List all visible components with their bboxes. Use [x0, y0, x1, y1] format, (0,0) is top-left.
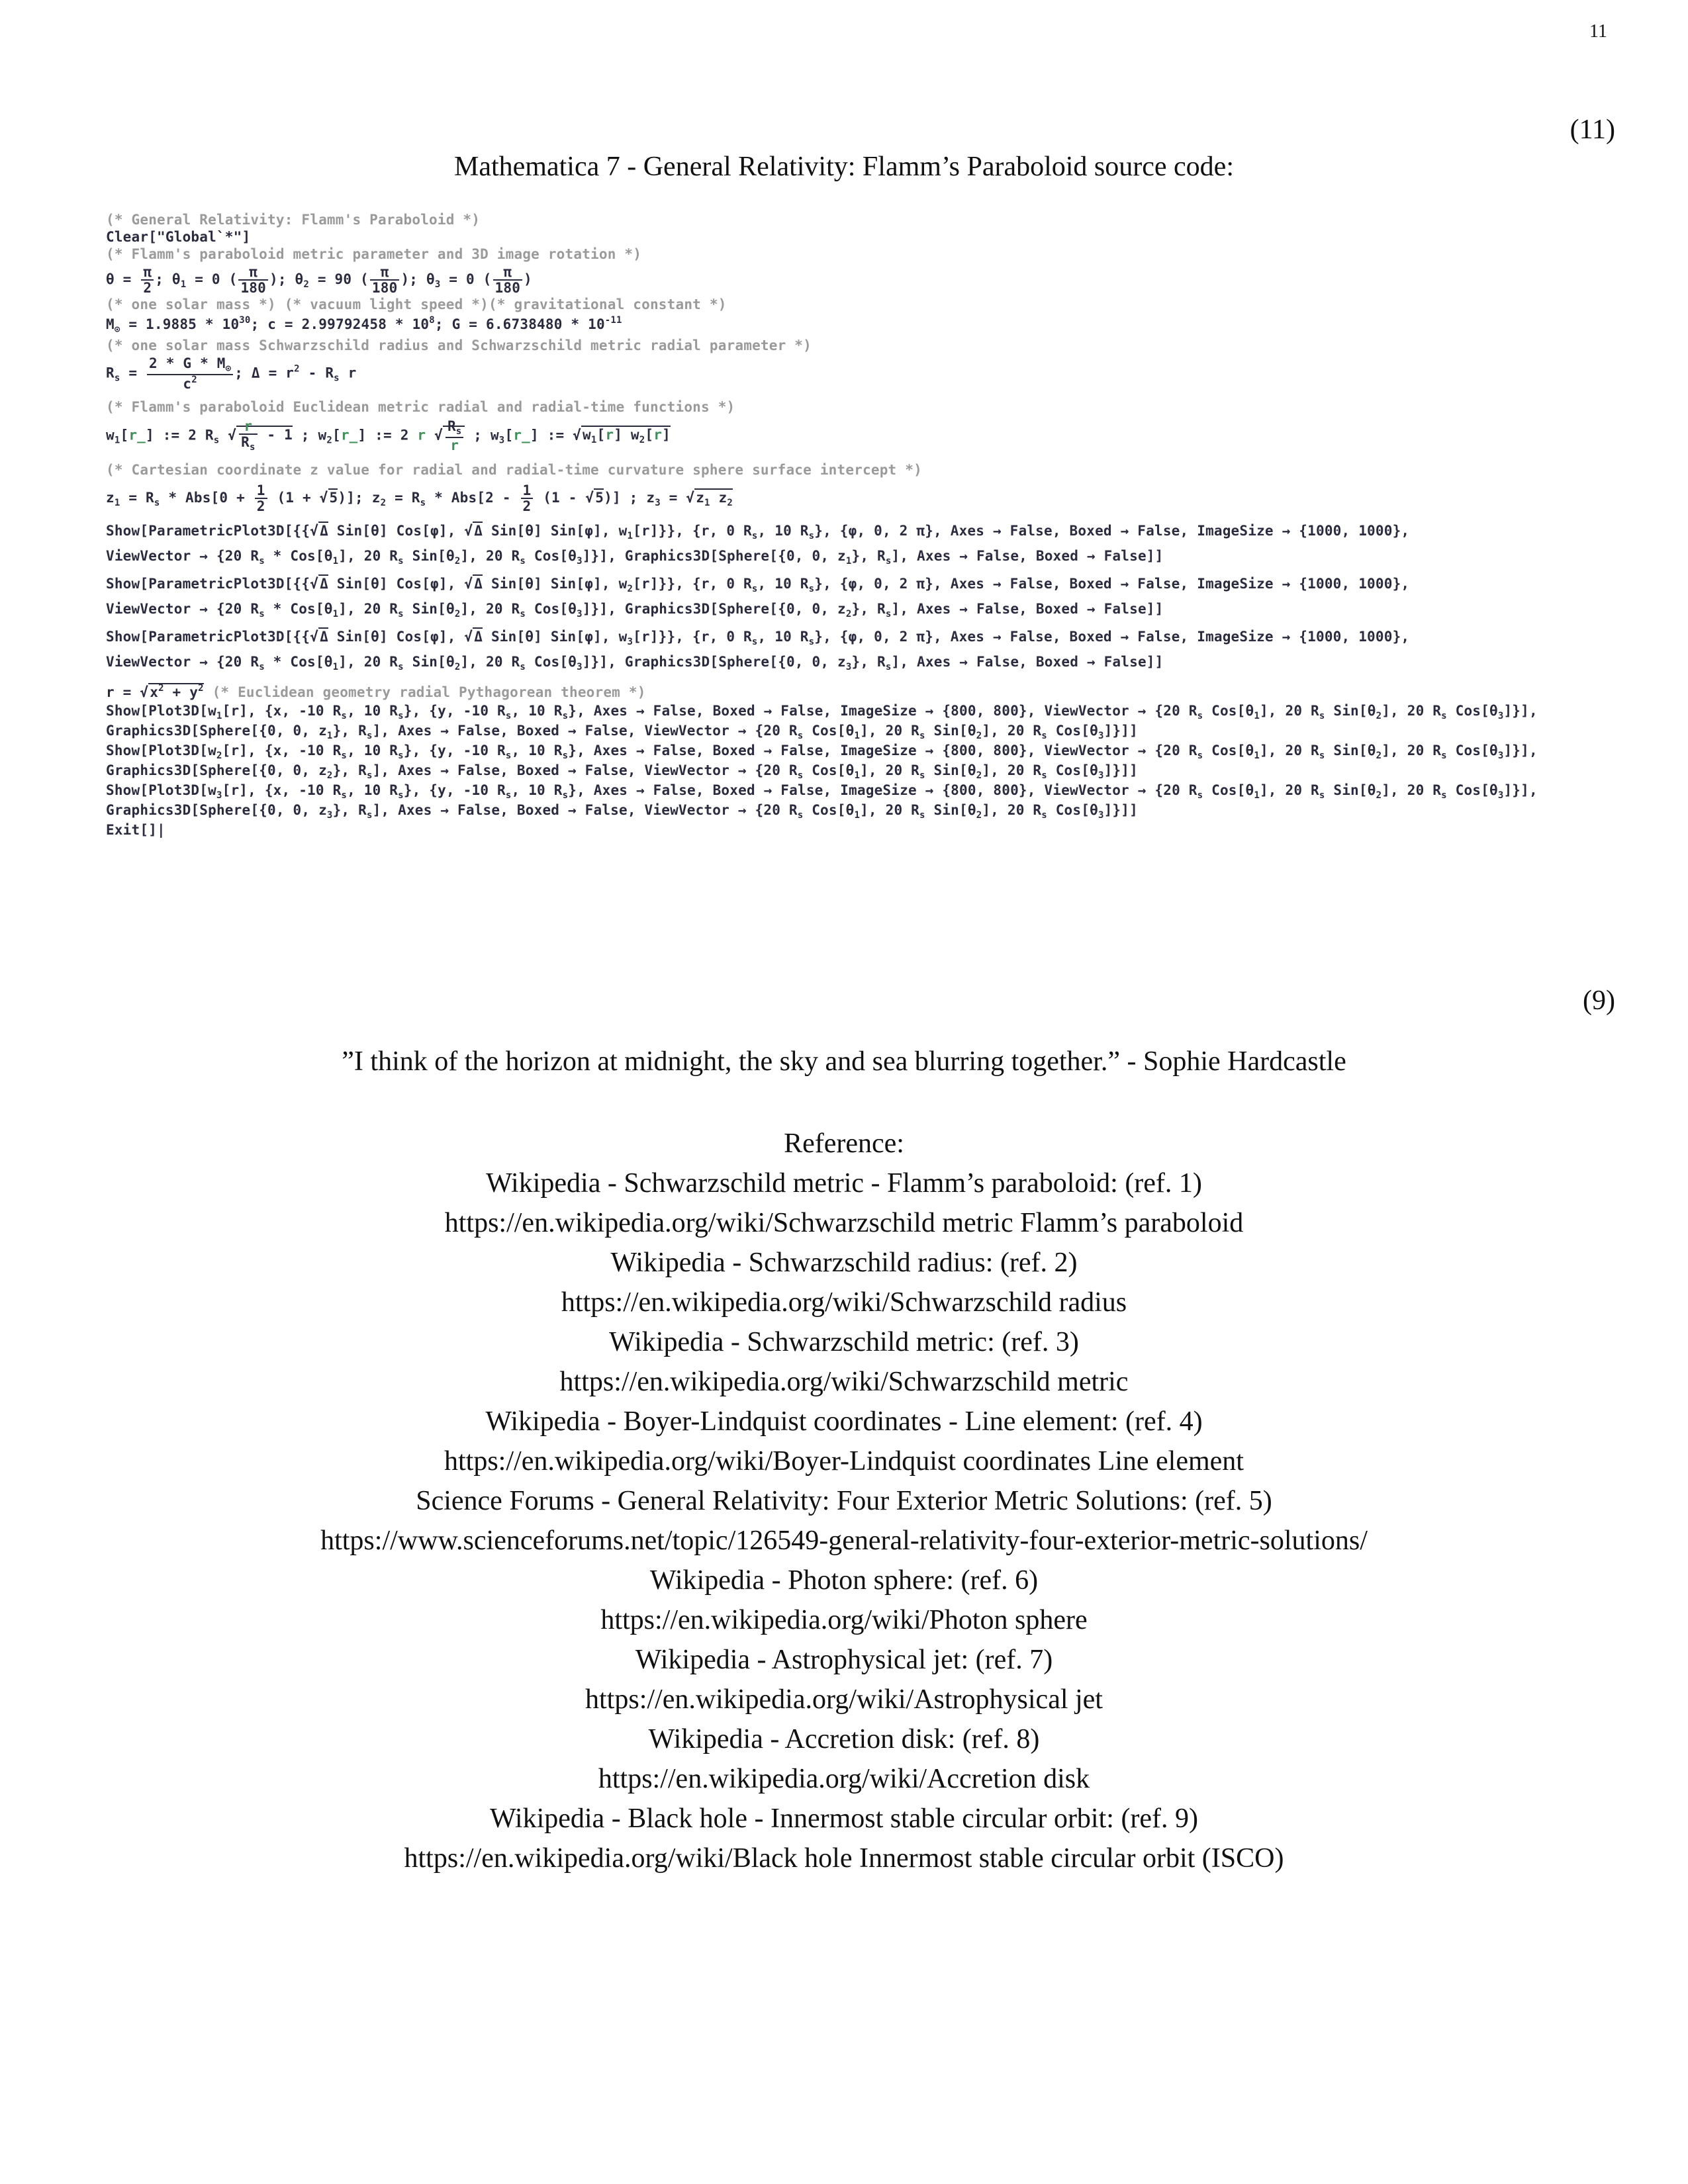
references: [0, 1124, 1688, 1878]
code-show-param-2: Show[ParametricPlot3D[{{√Δ Sin[θ] Cos[φ], √Δ Sin[θ] Sin[φ], $w_2[r]$}}, {r, 0 $R_s$, 10 $R_s$}, {φ, 0, 2 π}, Axes → False, Boxed → False, ImageSize → {1000, 1000},: [106, 575, 1410, 594]
figure-caption: Mathematica 7 - General Relativity: Flamm’s Paraboloid source code:: [454, 152, 1234, 182]
light-speed-exp: 8: [429, 315, 435, 326]
code-comment-metric: (* Flamm's paraboloid metric parameter and 3D image rotation *): [106, 246, 642, 262]
reference-title: Wikipedia - Black hole - Innermost stable circular orbit: (ref. 9): [489, 1803, 1199, 1834]
code-comment-radius: (* one solar mass Schwarzschild radius and Schwarzschild metric radial parameter *): [106, 338, 812, 354]
page-number: 11: [1589, 21, 1607, 42]
code-show-plot-1b: Graphics3D[Sphere[{0, 0, $z_1$}, $R_s$], Axes → False, Boxed → False, ViewVector → {20 $R_s$ $Cos[\theta_1]$, 20 $R_s$ $Sin[\theta_2]$, 20 $R_s$ $Cos[\theta_3]$}]]: [106, 722, 1138, 741]
reference-title: Wikipedia - Schwarzschild radius: (ref. 2): [610, 1248, 1078, 1278]
code-show-plot-2b: Graphics3D[Sphere[{0, 0, $z_2$}, $R_s$], Axes → False, Boxed → False, ViewVector → {20 $R_s$ $Cos[\theta_1]$, 20 $R_s$ $Sin[\theta_2]$, 20 $R_s$ $Cos[\theta_3]$}]]: [106, 762, 1138, 781]
code-constants: $M_⊙ = 1.9885 * 10^{30}$; $c = 2.99792458 * 10^8$; $G = 6.6738480 * 10^{-11}$: [106, 315, 622, 336]
code-show-param-1: Show[ParametricPlot3D[{{√Δ Sin[θ] Cos[φ], √Δ Sin[θ] Sin[φ], $w_1[r]$}}, {r, 0 $R_s$, 10 $R_s$}, {φ, 0, 2 π}, Axes → False, Boxed → False, ImageSize → {1000, 1000},: [106, 522, 1410, 541]
solar-mass-value: 1.9885: [146, 316, 197, 333]
reference-url[interactable]: https://en.wikipedia.org/wiki/Schwarzschild metric: [559, 1367, 1129, 1397]
reference-url[interactable]: https://en.wikipedia.org/wiki/Boyer-Lindquist coordinates Line element: [444, 1446, 1244, 1477]
reference-url[interactable]: https://en.wikipedia.org/wiki/Schwarzschild radius: [561, 1287, 1127, 1318]
code-show-param-3: Show[ParametricPlot3D[{{√Δ Sin[θ] Cos[φ], √Δ Sin[θ] Sin[φ], $w_3[r]$}}, {r, 0 $R_s$, 10 $R_s$}, {φ, 0, 2 π}, Axes → False, Boxed → False, ImageSize → {1000, 1000},: [106, 628, 1410, 647]
equation-number-bottom: (9): [1583, 985, 1615, 1016]
code-comment-constants: (* one solar mass *) (* vacuum light speed *)(* gravitational constant *): [106, 296, 727, 313]
code-show-param-3b: ViewVector → {20 $R_s * Cos[\theta_1]$, 20 $R_s$ $Sin[\theta_2]$, 20 $R_s$ $Cos[\theta_3]$}], Graphics3D[Sphere[{0, 0, $z_3$}, $R_s$], Axes → False, Boxed → False]]: [106, 653, 1164, 672]
grav-constant-value: 6.6738480: [485, 316, 563, 333]
code-show-plot-3: $Show[Plot3D[w_3[r]$, {x, -10 $R_s$, 10 $R_s$}, {y, -10 $R_s$, 10 $R_s$}, Axes → False, Boxed → False, ImageSize → {800, 800}, ViewVector → {20 $R_s$ $Cos[\theta_1]$, 20 $R_s$ $Sin[\theta_2]$, 20 $R_s$ $Cos[\theta_3]$}],: [106, 782, 1538, 801]
code-show-param-1b: ViewVector → {20 $R_s * Cos[\theta_1]$, 20 $R_s$ $Sin[\theta_2]$, 20 $R_s$ $Cos[\theta_3]$}], Graphics3D[Sphere[{0, 0, $z_1$}, $R_s$], Axes → False, Boxed → False]]: [106, 547, 1164, 567]
reference-title: Wikipedia - Accretion disk: (ref. 8): [648, 1724, 1040, 1754]
equation-number-top: (11): [1570, 114, 1615, 145]
reference-title: Science Forums - General Relativity: Four Exterior Metric Solutions: (ref. 5): [416, 1486, 1272, 1516]
light-speed-value: 2.99792458: [301, 316, 387, 333]
code-show-plot-3b: Graphics3D[Sphere[{0, 0, $z_3$}, $R_s$], Axes → False, Boxed → False, ViewVector → {20 $R_s$ $Cos[\theta_1]$, 20 $R_s$ $Sin[\theta_2]$, 20 $R_s$ $Cos[\theta_3]$}]]: [106, 801, 1138, 821]
reference-title: Wikipedia - Schwarzschild metric - Flamm’s paraboloid: (ref. 1): [486, 1168, 1202, 1199]
reference-url[interactable]: https://en.wikipedia.org/wiki/Schwarzschild metric Flamm’s paraboloid: [444, 1208, 1244, 1238]
solar-mass-exp: 30: [239, 315, 251, 326]
code-schwarzschild-radius: $R_s$ = $\frac{2 * G * M_⊙}{c^2}$ ; $\Delta = r^2 - R_s$ r: [106, 355, 357, 392]
quote: ”I think of the horizon at midnight, the sky and sea blurring together.” - Sophie Hardcastle: [342, 1046, 1346, 1077]
reference-title: Wikipedia - Boyer-Lindquist coordinates - Line element: (ref. 4): [485, 1406, 1203, 1437]
code-comment-title: (* General Relativity: Flamm's Paraboloid *): [106, 212, 481, 228]
code-show-param-2b: ViewVector → {20 $R_s * Cos[\theta_1]$, 20 $R_s$ $Sin[\theta_2]$, 20 $R_s$ $Cos[\theta_3]$}], Graphics3D[Sphere[{0, 0, $z_2$}, $R_s$], Axes → False, Boxed → False]]: [106, 600, 1164, 619]
reference-title: Wikipedia - Astrophysical jet: (ref. 7): [635, 1645, 1053, 1675]
code-angles: θ = $\frac{\pi}{2}$ ; $\theta_1 = 0$ ( $\frac{\pi}{180}$ ); $\theta_2 = 90$ ( $\frac{\pi}{180}$ ); $\theta_3 = 0$ ( $\frac{\pi}{180}$ ): [106, 264, 532, 296]
reference-url[interactable]: https://en.wikipedia.org/wiki/Astrophysical jet: [585, 1684, 1103, 1715]
code-z-intercepts: $z_1 = R_s * Abs[0$ + $\frac{1}{2}$ (1 + √5)]; $z_2 = R_s * Abs[2$ - $\frac{1}{2}$ (1 - √5)] ; $z_3 = √z_1$ $z_2$: [106, 482, 733, 514]
reference-url[interactable]: https://en.wikipedia.org/wiki/Black hole Innermost stable circular orbit (ISCO): [404, 1843, 1284, 1874]
reference-url[interactable]: https://en.wikipedia.org/wiki/Accretion disk: [598, 1764, 1090, 1794]
code-comment-cartesian: (* Cartesian coordinate z value for radial and radial-time curvature sphere surface intercept *): [106, 461, 922, 478]
code-show-plot-2: $Show[Plot3D[w_2[r]$, {x, -10 $R_s$, 10 $R_s$}, {y, -10 $R_s$, 10 $R_s$}, Axes → False, Boxed → False, ImageSize → {800, 800}, ViewVector → {20 $R_s$ $Cos[\theta_1]$, 20 $R_s$ $Sin[\theta_2]$, 20 $R_s$ $Cos[\theta_3]$}],: [106, 742, 1538, 761]
code-exit: Exit[]|: [106, 821, 165, 838]
reference-url[interactable]: https://en.wikipedia.org/wiki/Photon sphere: [600, 1605, 1088, 1635]
reference-title: Wikipedia - Schwarzschild metric: (ref. 3): [609, 1327, 1079, 1357]
code-functions: $w_1[r\_]$ := 2 $R_s$ √ $\frac{r}{R_s}$ - 1 ; $w_2[r\_]$ := 2 r √ $\frac{R_s}{r}$ ; $w_3[r\_]$ := $√w_1[r]$ $w_2[r]$: [106, 418, 671, 453]
reference-url[interactable]: https://www.scienceforums.net/topic/126549-general-relativity-four-exterior-metric-solutions/: [320, 1525, 1368, 1556]
code-comment-functions: (* Flamm's paraboloid Euclidean metric radial and radial-time functions *): [106, 398, 735, 415]
code-show-plot-1: $Show[Plot3D[w_1[r]$, {x, -10 $R_s$, 10 $R_s$}, {y, -10 $R_s$, 10 $R_s$}, Axes → False, Boxed → False, ImageSize → {800, 800}, ViewVector → {20 $R_s$ $Cos[\theta_1]$, 20 $R_s$ $Sin[\theta_2]$, 20 $R_s$ $Cos[\theta_3]$}],: [106, 702, 1538, 721]
references-heading: Reference:: [784, 1128, 904, 1159]
grav-constant-exp: -11: [604, 315, 622, 326]
code-clear: Clear["Global`*"]: [106, 229, 251, 245]
mathematica-code-image: [106, 204, 1628, 838]
code-radial-pythagorean: $r = √x^2 + y^2$ (* Euclidean geometry radial Pythagorean theorem *): [106, 682, 646, 700]
reference-title: Wikipedia - Photon sphere: (ref. 6): [649, 1565, 1039, 1596]
code-comment-pythagorean: (* Euclidean geometry radial Pythagorean theorem *): [212, 684, 646, 700]
